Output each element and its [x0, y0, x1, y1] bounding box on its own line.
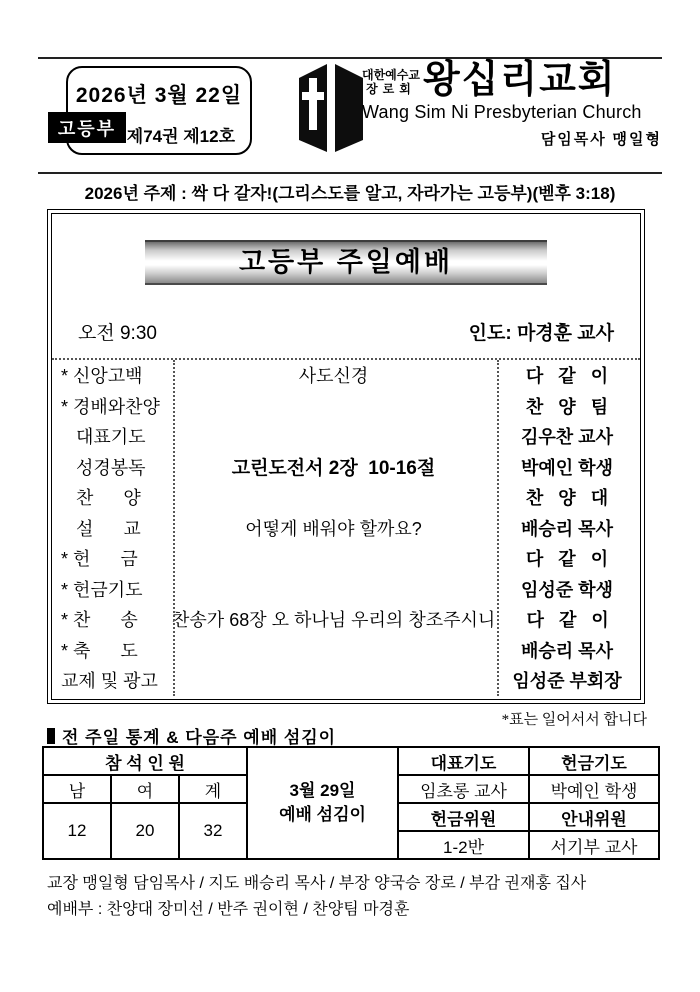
hymn-reference: 찬송가 68장 오 하나님 우리의 창조주시니 [172, 610, 496, 631]
stats-and-servers-table [42, 746, 660, 860]
worship-item-performer: 찬 양 대 [525, 488, 609, 509]
offering-prayer-header: 헌금기도 [529, 747, 659, 775]
usher-committee-value: 서기부 교사 [529, 831, 659, 859]
attendance-val-male: 12 [43, 803, 111, 859]
worship-item-performer: 임성준 학생 [521, 579, 613, 600]
worship-item-performer: 다 같 이 [525, 366, 609, 387]
attendance-col-female: 여 [111, 775, 179, 803]
worship-row [52, 421, 640, 452]
sermon-title: 어떻게 배워야 할까요? [245, 518, 422, 539]
worship-item-label: * 경배와찬양 [61, 396, 160, 417]
worship-row [52, 574, 640, 605]
rep-prayer-value: 임초롱 교사 [398, 775, 529, 803]
scripture-reading-reference: 고린도전서 2장 10-16절 [231, 458, 436, 480]
worship-item-performer: 찬 양 팀 [525, 396, 609, 417]
worship-row [52, 391, 640, 422]
staff-credits-line1: 교장 맹일형 담임목사 / 지도 배승리 목사 / 부장 양국승 장로 / 부감 권재홍 집사 [47, 875, 587, 892]
stats-section-header [47, 723, 336, 748]
worship-item-performer: 박예인 학생 [521, 457, 613, 478]
worship-row [52, 635, 640, 666]
worship-order-box [47, 209, 645, 704]
worship-row [52, 482, 640, 513]
worship-item-label: * 헌 금 [61, 549, 138, 570]
black-bar-bullet-icon [47, 728, 55, 744]
worship-item-content: 사도신경 [298, 366, 369, 387]
department-badge: 고등부 [48, 112, 126, 143]
worship-row [52, 452, 640, 483]
service-leader: 인도: 마경훈 교사 [468, 323, 614, 344]
volume-issue: 제74권 제12호 [126, 127, 235, 146]
worship-item-performer: 배승리 목사 [521, 640, 613, 661]
attendance-val-female: 20 [111, 803, 179, 859]
worship-item-performer: 임성준 부회장 [512, 671, 622, 692]
worship-item-label: * 축 도 [61, 640, 138, 661]
next-week-date: 3월 29일 [289, 781, 356, 800]
attendance-val-total: 32 [179, 803, 247, 859]
church-logo-door-cross-icon [297, 62, 365, 161]
staff-credits [47, 871, 586, 923]
worship-row [52, 513, 640, 544]
worship-row [52, 604, 640, 635]
attendance-col-male: 남 [43, 775, 111, 803]
worship-item-label: 설 교 [61, 518, 141, 539]
rep-prayer-header: 대표기도 [398, 747, 529, 775]
standing-footnote: *표는 일어서서 합니다 [501, 712, 647, 728]
denomination-line1: 대한예수교 [362, 68, 420, 82]
worship-item-label: * 헌금기도 [61, 579, 143, 600]
worship-title-banner: 고등부 주일예배 [145, 240, 547, 285]
worship-item-performer: 다 같 이 [525, 549, 609, 570]
worship-order-table [52, 358, 640, 696]
worship-item-performer: 배승리 목사 [521, 518, 613, 539]
worship-item-label: * 신앙고백 [61, 366, 143, 387]
offering-prayer-value: 박예인 학생 [529, 775, 659, 803]
next-week-label: 예배 섬김이 [279, 805, 366, 824]
attendance-header: 참 석 인 원 [43, 747, 247, 775]
time-leader-row [52, 318, 640, 345]
dotted-column-divider-right [497, 360, 499, 696]
church-name-english: Wang Sim Ni Presbyterian Church [362, 102, 642, 122]
worship-order-box-inner [51, 213, 641, 700]
bulletin-date: 2026년 3월 22일 [75, 84, 243, 107]
worship-item-label: 교제 및 광고 [61, 671, 158, 692]
attendance-col-total: 계 [179, 775, 247, 803]
worship-item-performer: 김우찬 교사 [521, 427, 613, 448]
worship-row [52, 665, 640, 696]
offering-committee-header: 헌금위원 [398, 803, 529, 831]
worship-row [52, 543, 640, 574]
worship-item-label: 성경봉독 [61, 457, 146, 478]
dotted-column-divider-left [173, 360, 175, 696]
usher-committee-header: 안내위원 [529, 803, 659, 831]
worship-item-label: 찬 양 [61, 488, 141, 509]
year-theme: 2026년 주제 : 싹 다 갈자!(그리스도를 알고, 자라가는 고등부)(벧후 3:18) [84, 184, 616, 203]
senior-pastor: 담임목사 맹일형 [540, 132, 662, 148]
worship-item-label: * 찬 송 [61, 610, 138, 631]
worship-item-label: 대표기도 [61, 427, 146, 448]
service-time: 오전 9:30 [78, 323, 157, 344]
header-divider-rule [38, 172, 662, 174]
denomination-text [362, 68, 420, 96]
denomination-line2: 장로회 [366, 82, 416, 96]
offering-committee-value: 1-2반 [398, 831, 529, 859]
stats-section-title: 전 주일 통계 & 다음주 예배 섬김이 [62, 728, 337, 747]
church-name-korean: 왕십리교회 [422, 59, 617, 101]
next-week-serving-cell [247, 747, 398, 859]
staff-credits-line2: 예배부 : 찬양대 장미선 / 반주 권이현 / 찬양팀 마경훈 [47, 901, 410, 918]
worship-item-performer: 다 같 이 [526, 610, 609, 631]
worship-row [52, 360, 640, 391]
church-identity-block [362, 59, 662, 149]
